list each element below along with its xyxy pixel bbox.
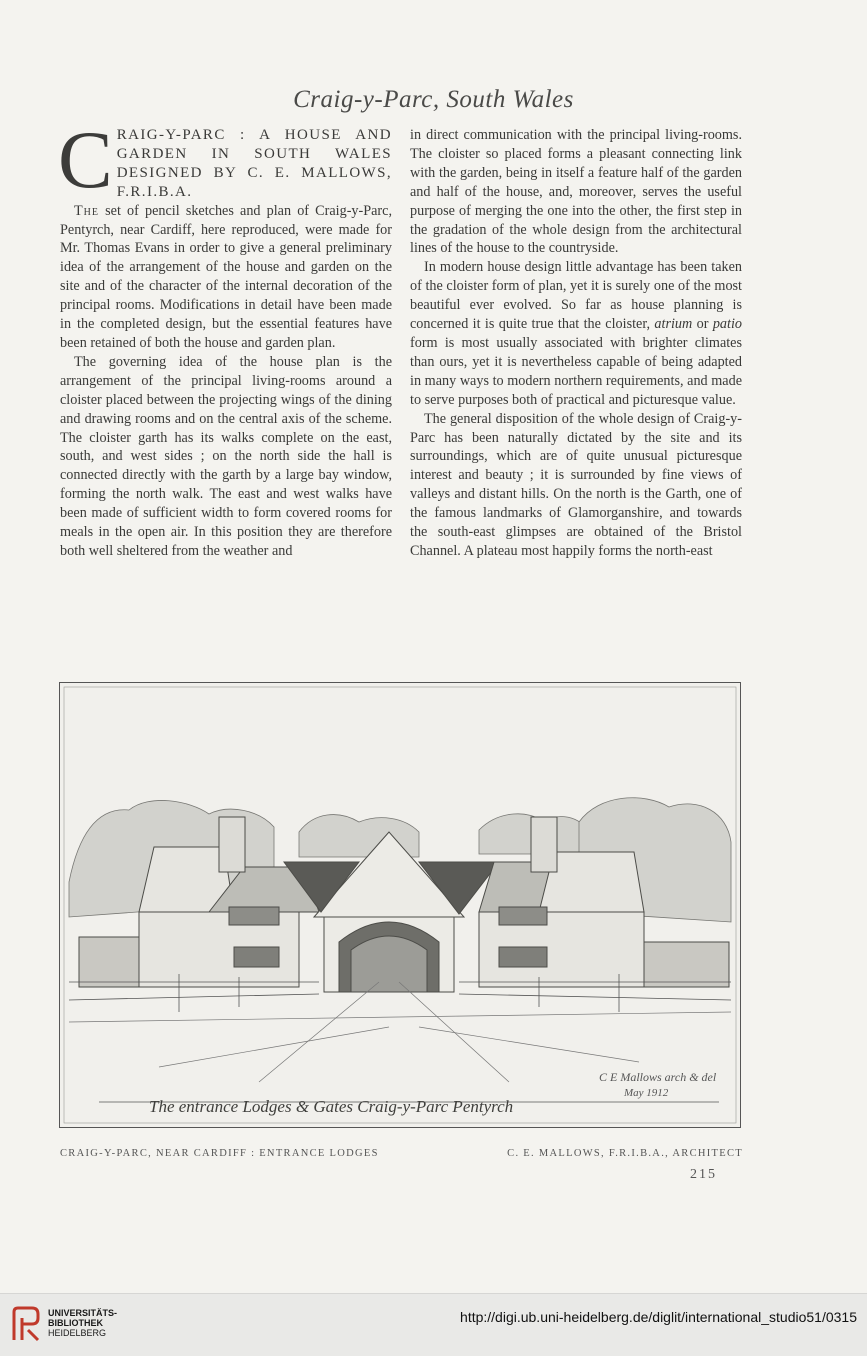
source-url-link[interactable]: http://digi.ub.uni-heidelberg.de/diglit/international_studio51/0315 bbox=[460, 1309, 857, 1325]
signature-date: May 1912 bbox=[624, 1087, 669, 1099]
page-title: Craig-y-Parc, South Wales bbox=[293, 86, 574, 113]
library-line-1: UNIVERSITÄTS- bbox=[48, 1308, 118, 1318]
article-opening bbox=[58, 114, 392, 205]
artist-signature: C E Mallows arch & del bbox=[599, 1070, 717, 1084]
library-line-2: BIBLIOTHEK bbox=[48, 1318, 103, 1328]
plate-inscription: The entrance Lodges & Gates Craig-y-Parc Pentyrch bbox=[149, 1097, 514, 1116]
left-column bbox=[58, 114, 392, 561]
paragraph: The governing idea of the house plan is the arrangement of the principal living-rooms around a cloister placed between the projecting wings of the dining and drawing rooms and on the central axis of the scheme. The cloister garth has its walks complete on the east, south, and west sides ; on the north side the hall is connected directly with the garth by a large bay window, forming the north walk. The east and west walks have been made of sufficient width to form covered rooms for meals in the open air. In this position they are therefore both well sheltered from the weather and bbox=[60, 353, 392, 559]
plate-caption-title: CRAIG-Y-PARC, NEAR CARDIFF : ENTRANCE LODGES bbox=[60, 1148, 379, 1159]
drop-cap: C bbox=[58, 114, 113, 205]
plate-caption-credit: C. E. MALLOWS, F.R.I.B.A., ARCHITECT bbox=[507, 1148, 743, 1159]
paragraph-text: set of pencil sketches and plan of Craig-y-Parc, Pentyrch, near Cardiff, here reproduced, were made for Mr. Thomas Evans in order to give a general preliminary idea of the arrangement of the house and garden on the site and of the character of the internal decoration of the principal rooms. Modifications in detail have been made in the completed design, but the essential features have been retained of both the house and garden plan. bbox=[60, 202, 392, 351]
italic-term: patio bbox=[712, 316, 742, 333]
library-logo-icon bbox=[10, 1304, 44, 1344]
paragraph bbox=[410, 258, 742, 409]
library-line-3: HEIDELBERG bbox=[48, 1328, 107, 1338]
paragraph-text: or bbox=[692, 316, 713, 333]
page-number: 215 bbox=[690, 1167, 717, 1182]
right-column bbox=[410, 126, 742, 561]
library-name bbox=[48, 1308, 117, 1338]
paragraph: in direct communication with the principal living-rooms. The cloister so placed forms a pleasant connecting link with the garden, being in itself a feature half of the garden and half of the house, and, moreover, serves the useful purpose of merging the one into the other, the first step in the gradation of the whole design from the architectural lines of the house to the countryside. bbox=[410, 127, 742, 257]
paragraph-text: In modern house design little advantage has been taken of the cloister form of plan, yet it is surely one of the most beautiful ever evolved. So far as house planning is concerned it is quite true that the cloister, bbox=[410, 259, 742, 333]
article-lead-caps: RAIG-Y-PARC : A HOUSE AND GARDEN IN SOUTH WALES DESIGNED BY C. E. MALLOWS, F.R.I.B.A. bbox=[116, 127, 392, 200]
paragraph-smallcaps: The bbox=[74, 202, 99, 219]
pencil-sketch-entrance-lodges bbox=[59, 682, 741, 1128]
italic-term: atrium bbox=[654, 316, 693, 333]
illustration-plate bbox=[59, 682, 741, 1128]
paragraph bbox=[60, 202, 392, 353]
paragraph-text: form is most usually associated with brighter climates than ours, yet it is nevertheless capable of being adapted in many ways to modern northern requirements, and made to serve purposes both of practical and picturesque value. bbox=[410, 334, 742, 408]
paragraph: The general disposition of the whole design of Craig-y-Parc has been naturally dictated by the site and its surroundings, which are of quite unusual picturesque interest and beauty ; it is surrounded by fine views of valleys and distant hills. On the north is the Garth, one of the famous landmarks of Glamorganshire, and towards the south-east glimpses are obtained of the Bristol Channel. A plateau most happily forms the north-east bbox=[410, 410, 742, 559]
footer-bar bbox=[0, 1293, 867, 1356]
